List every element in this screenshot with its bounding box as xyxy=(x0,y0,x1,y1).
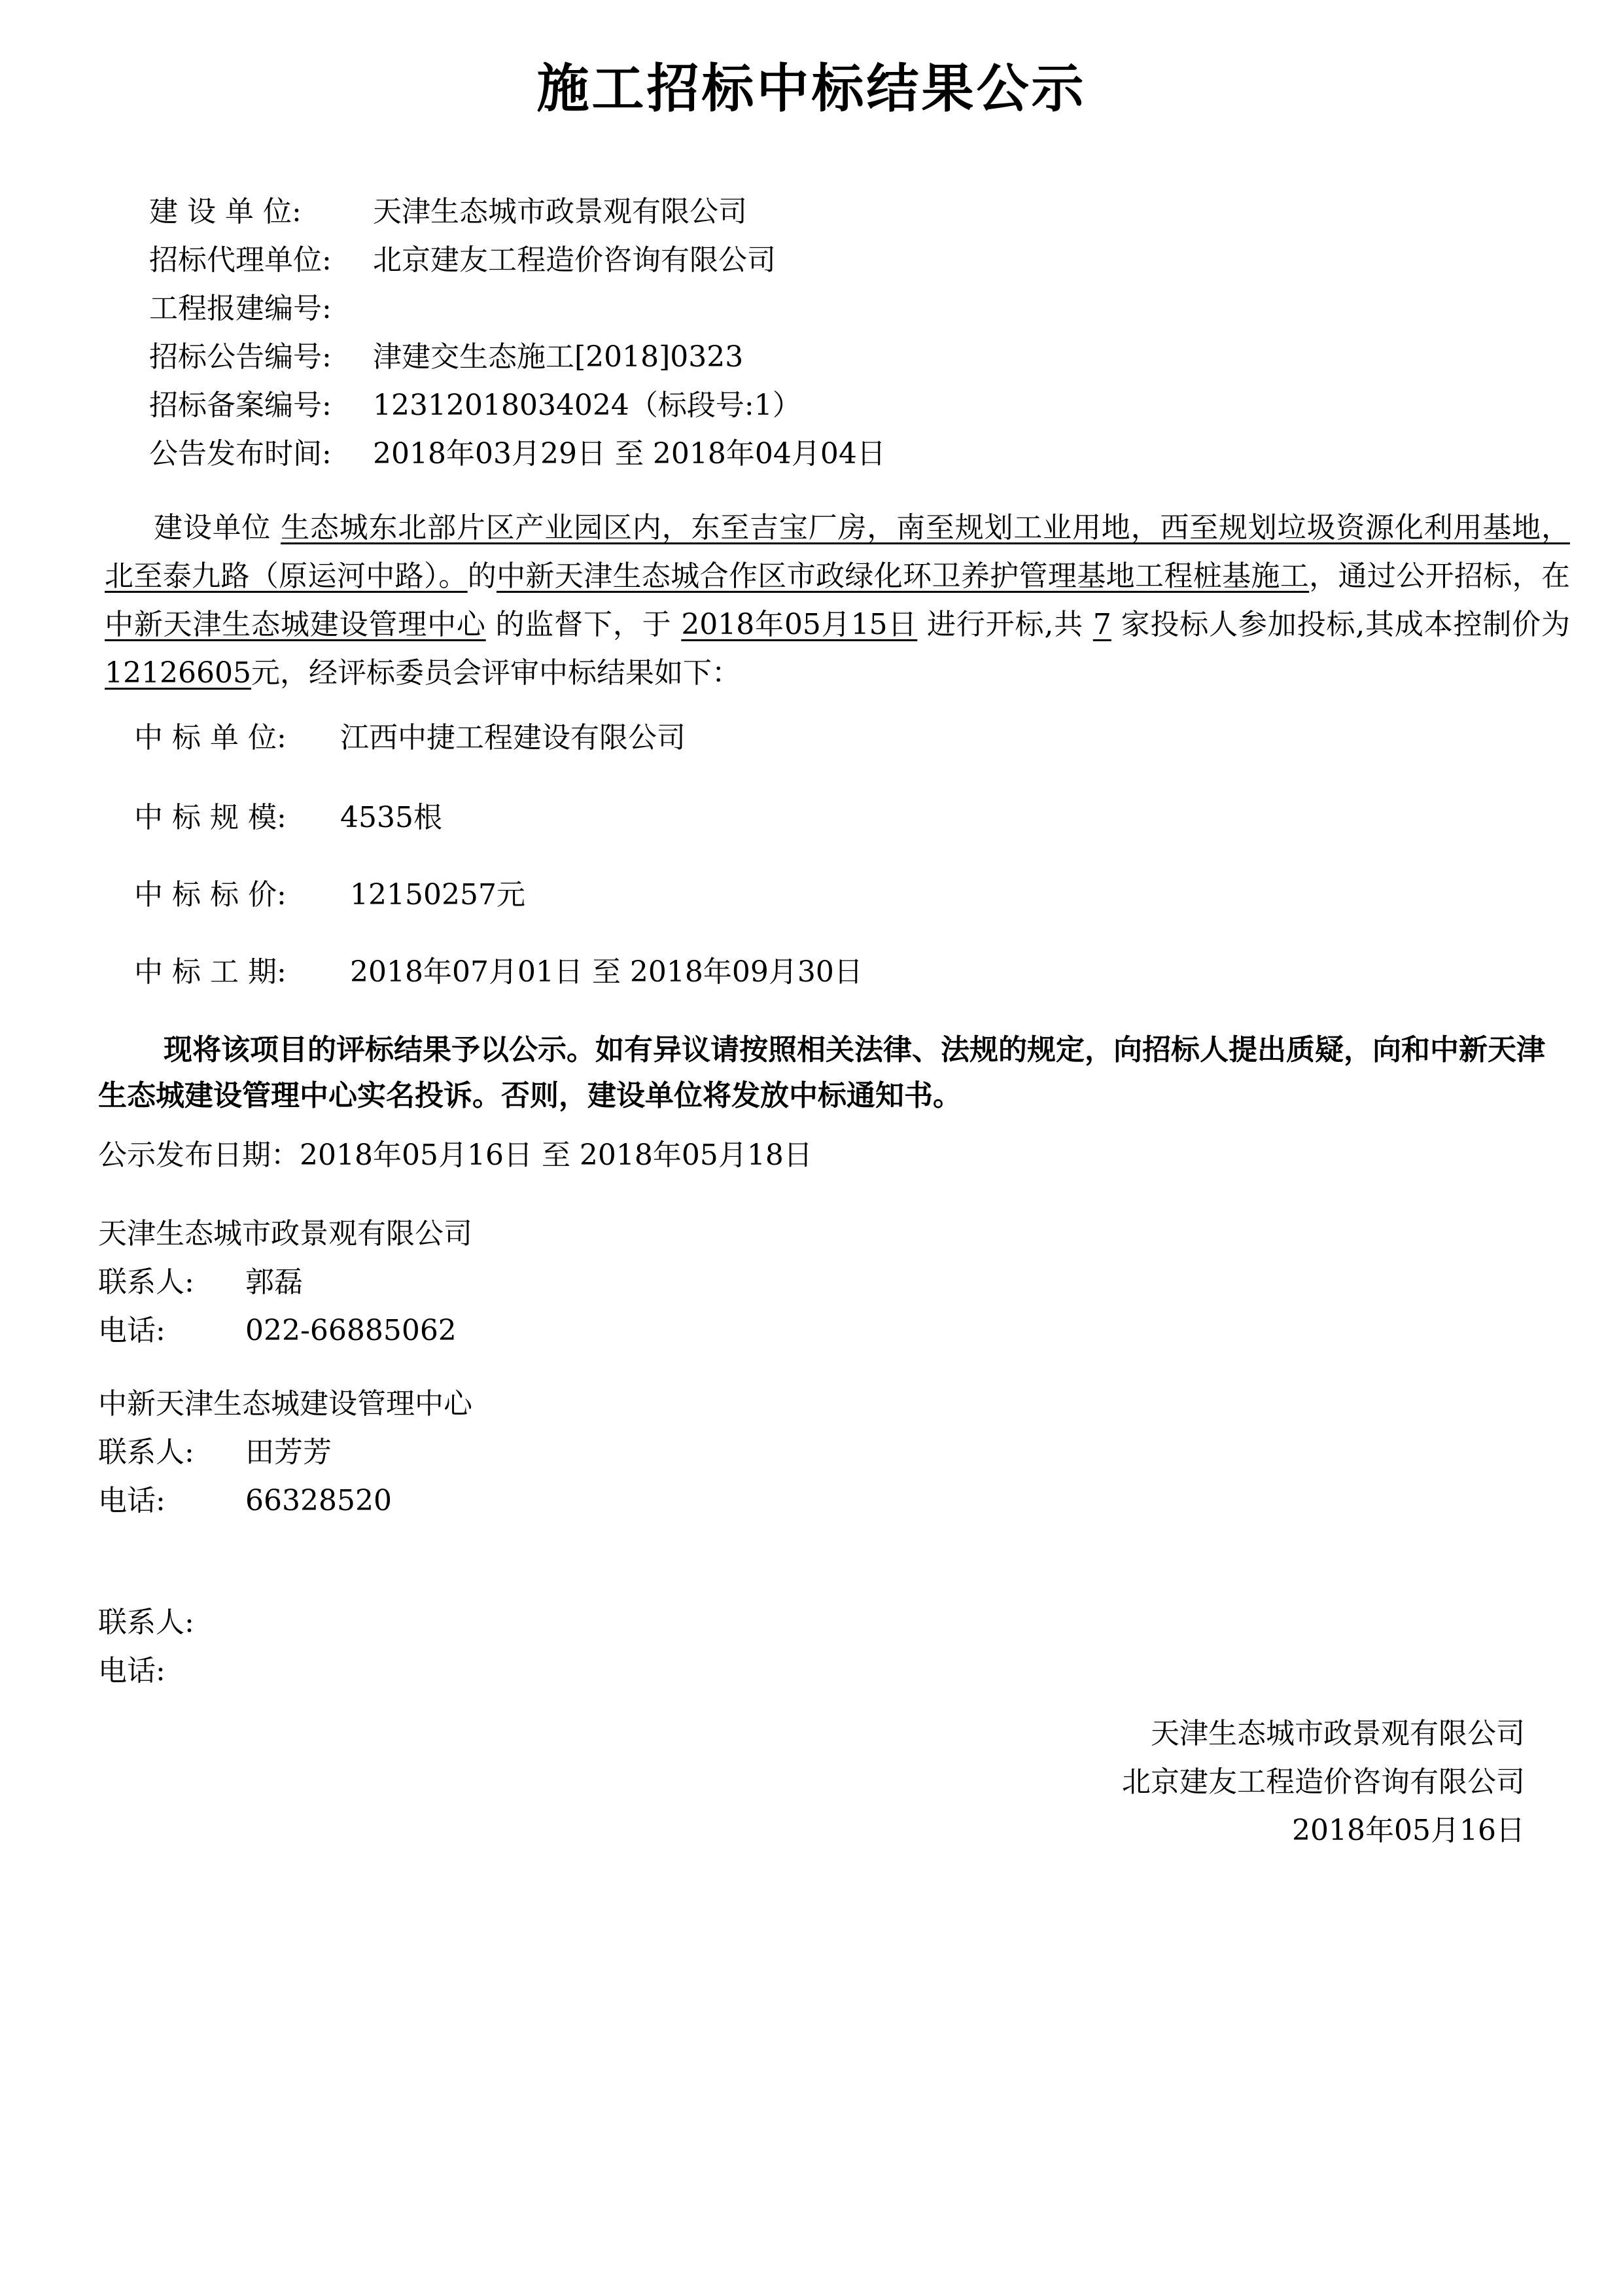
contact-person: 郭磊 xyxy=(245,1265,303,1299)
extra-contact-phone-label: 电话: xyxy=(98,1654,166,1687)
notice-no-value: 津建交生态施工[2018]0323 xyxy=(373,340,744,374)
scale-label: 中 标 规 模: xyxy=(134,801,287,834)
agent-label: 招标代理单位: xyxy=(149,243,332,277)
project-location: 生态城东北部片区产业园区内，东至吉宝厂房，南至规划工业用地，西至规划垃圾资源化利用基地，北至泰九路（原运河中路）。 xyxy=(105,511,1570,593)
contact-person: 田芳芳 xyxy=(245,1436,332,1469)
extra-contact-person-label: 联系人: xyxy=(98,1606,194,1639)
price-value: 12150257元 xyxy=(350,878,525,911)
period-value: 2018年07月01日 至 2018年09月30日 xyxy=(350,955,863,989)
contact-org: 中新天津生态城建设管理中心 xyxy=(98,1387,472,1421)
cost-control-price: 12126605 xyxy=(105,656,251,690)
page-title: 施工招标中标结果公示 xyxy=(536,58,1087,119)
agent-value: 北京建友工程造价咨询有限公司 xyxy=(373,243,776,277)
period-label: 中 标 工 期: xyxy=(134,955,287,989)
para-text-3: ，通过公开招标，在 xyxy=(1309,559,1571,593)
winner-label: 中 标 单 位: xyxy=(134,721,287,754)
contact-phone: 66328520 xyxy=(245,1484,392,1517)
para-text-4: 的监督下，于 xyxy=(485,608,682,641)
contact-person-label: 联系人: xyxy=(98,1265,194,1299)
para-text-2: 的 xyxy=(467,559,497,593)
signature-org-1: 天津生态城市政景观有限公司 xyxy=(1151,1717,1525,1750)
publicity-period: 公示发布日期：2018年05月16日 至 2018年05月18日 xyxy=(98,1139,812,1172)
supervisor-name: 中新天津生态城建设管理中心 xyxy=(105,608,486,641)
signature-org-2: 北京建友工程造价咨询有限公司 xyxy=(1122,1765,1525,1799)
contact-phone-label: 电话: xyxy=(98,1484,166,1517)
signature-date: 2018年05月16日 xyxy=(1292,1814,1525,1847)
publish-time-label: 公告发布时间: xyxy=(149,437,332,470)
para-text-6: 家投标人参加投标,其成本控制价为 xyxy=(1111,608,1570,641)
para-text-1: 建设单位 xyxy=(154,511,281,544)
construction-unit-label: 建 设 单 位: xyxy=(149,195,302,228)
record-no-value: 12312018034024（标段号:1） xyxy=(373,389,801,422)
publish-time-value: 2018年03月29日 至 2018年04月04日 xyxy=(373,437,886,470)
project-no-label: 工程报建编号: xyxy=(149,292,332,325)
winner-value: 江西中捷工程建设有限公司 xyxy=(340,721,686,754)
bidder-count: 7 xyxy=(1092,608,1111,641)
notice-no-label: 招标公告编号: xyxy=(149,340,332,374)
contact-person-label: 联系人: xyxy=(98,1436,194,1469)
contact-phone-label: 电话: xyxy=(98,1314,166,1347)
record-no-label: 招标备案编号: xyxy=(149,389,332,422)
contact-phone: 022-66885062 xyxy=(245,1314,457,1347)
para-text-7: 元，经评标委员会评审中标结果如下： xyxy=(251,656,741,690)
main-paragraph xyxy=(105,504,1570,698)
para-text-5: 进行开标,共 xyxy=(917,608,1093,641)
construction-unit-value: 天津生态城市政景观有限公司 xyxy=(373,195,747,228)
scale-value: 4535根 xyxy=(340,801,442,834)
project-name: 中新天津生态城合作区市政绿化环卫养护管理基地工程桩基施工 xyxy=(497,559,1310,593)
bid-open-date: 2018年05月15日 xyxy=(681,608,918,641)
price-label: 中 标 标 价: xyxy=(134,878,287,911)
contact-org: 天津生态城市政景观有限公司 xyxy=(98,1217,472,1250)
announcement-paragraph: 现将该项目的评标结果予以公示。如有异议请按照相关法律、法规的规定，向招标人提出质疑，向和中新天津生态城建设管理中心实名投诉。否则，建设单位将发放中标通知书。 xyxy=(98,1033,1545,1112)
